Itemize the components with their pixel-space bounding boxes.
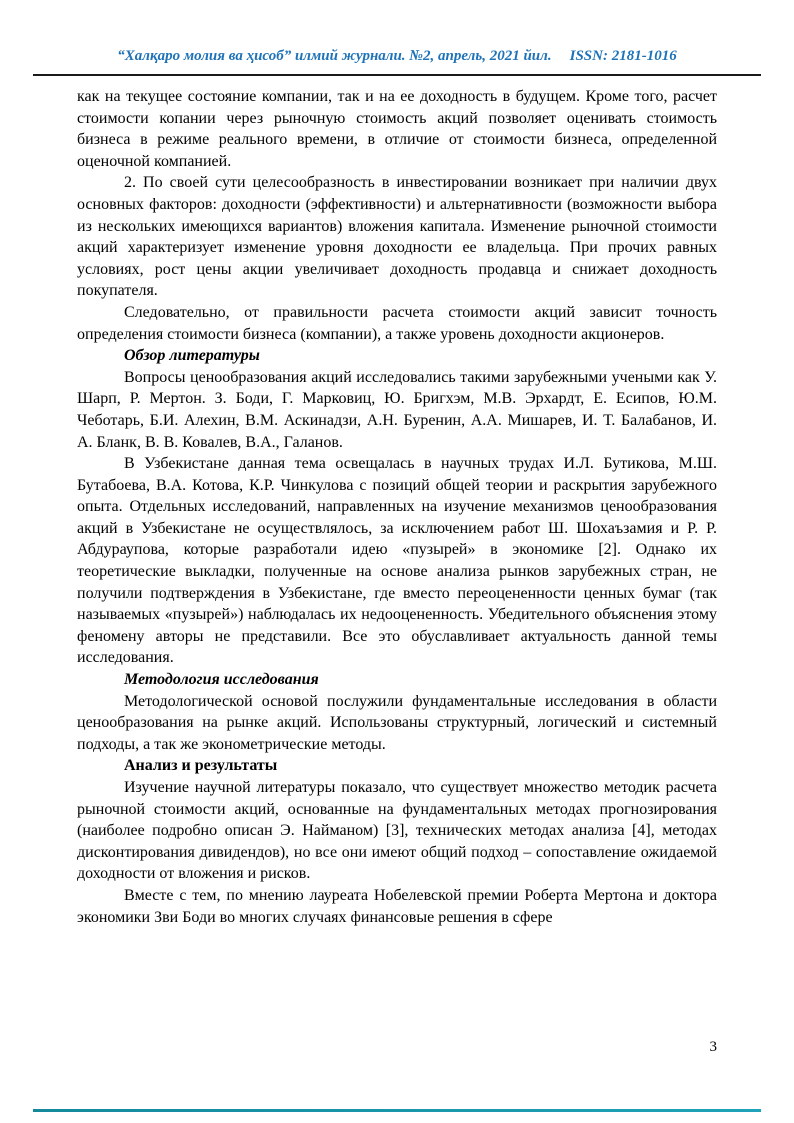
paragraph: Вместе с тем, по мнению лауреата Нобелевской премии Роберта Мертона и доктора экономики Зви Боди во многих случаях финансовые решения в сфере [77,886,717,926]
paragraph: Следовательно, от правильности расчета стоимости акций зависит точность определения стоимости бизнеса (компании), а также уровень доходности акционеров. [77,303,717,343]
section-heading: Методология исследования [124,671,319,689]
paragraph: Вопросы ценообразования акций исследовались такими зарубежными учеными как У. Шарп, Р. Мертон. З. Боди, Г. Марковиц, Ю. Бригхэм, М.В. Эрхардт, Е. Есипов, Ю.М. Чеботарь, Б.И. Алехин, В.М. Аскинадзи, А.Н. Буренин, А.А. Мишарев, И. Т. Балабанов, И. А. Бланк, В. В. Ковалев, В.А., Галанов. [77,368,717,451]
journal-issn: ISSN: 2181-1016 [569,48,677,64]
paragraph: В Узбекистане данная тема освещалась в научных трудах И.Л. Бутикова, М.Ш. Бутабоева, В.А. Котова, К.Р. Чинкулова с позиций общей теории и раскрытия зарубежного опыта. Отдельных исследований, направленных на изучение механизмов ценообразования акций в Узбекистане не осуществлялось, за исключением работ Ш. Шохаъзамия и Р. Р. Абдураупова, которые разработали идею «пузырей» в экономике [2]. Однако их теоретические выкладки, полученные на основе анализа рынков зарубежных стран, не получили подтверждения в Узбекистане, где вместо переоцененности ценных бумаг (так называемых «пузырей») наблюдалась их недооцененность. Убедительного объяснения этому феномену авторы не представили. Все это обуславливает актуальность данной темы исследования. [77,455,717,667]
paragraph: как на текущее состояние компании, так и на ее доходность в будущем. Кроме того, расчет стоимости копании через рыночную стоимость акций позволяет оценивать стоимость бизнеса в режиме реального времени, в отличие от стоимости бизнеса, определенной оценочной компанией. [77,88,717,170]
journal-title: “Халқаро молия ва ҳисоб” илмий журнали. №2, апрель, 2021 йил. [117,48,552,64]
section-heading: Обзор литературы [124,347,260,365]
header-rule [33,74,761,76]
page-header [45,47,749,66]
body-text [77,86,717,928]
page-number: 3 [709,1039,717,1055]
paragraph: Изучение научной литературы показало, что существует множество методик расчета рыночной стоимости акций, основанные на фундаментальных методах прогнозирования (наиболее подробно описан Э. Найманом) [3], технических методах анализа [4], методах дисконтирования дивидендов), но все они имеют общий подход – сопоставление ожидаемой доходности от вложения и рисков. [77,779,717,883]
footer-rule [33,1109,761,1112]
paragraph: Методологической основой послужили фундаментальные исследования в области ценообразования на рынке акций. Использованы структурный, логический и системный подходы, а так же эконометрические методы. [77,692,717,753]
paragraph: 2. По своей сути целесообразность в инвестировании возникает при наличии двух основных факторов: доходности (эффективности) и альтернативности (возможности выбора из нескольких имеющихся вариантов) вложения капитала. Изменение рыночной стоимости акций характеризует изменение уровня доходности ее владельца. При прочих равных условиях, рост цены акции увеличивает доходность продавца и снижает доходность покупателя. [77,174,717,300]
section-heading: Анализ и результаты [124,757,278,775]
